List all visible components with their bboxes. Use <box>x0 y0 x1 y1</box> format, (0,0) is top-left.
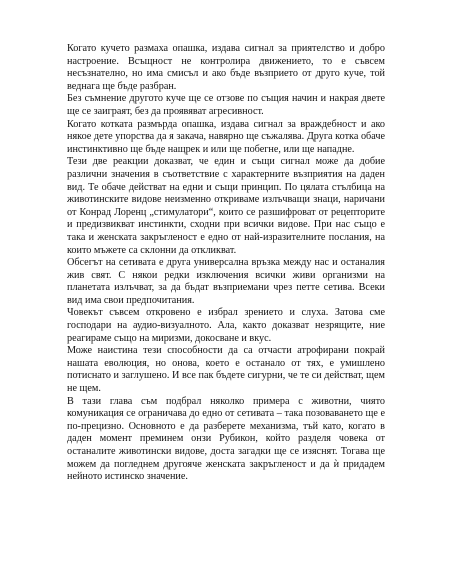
paragraph-7: Може наистина тези способности да са отчасти атрофирани покрай нашата еволюция, но онова, което е останало от тях, е умишлено потиснато и заглушено. И все пак бъдете сигурни, че те си действат, щем не щем. <box>67 345 385 395</box>
paragraph-5: Обсегът на сетивата е друга универсална връзка между нас и останалия жив свят. С някои редки изключения всички живи организми на планетата излъчват, за да бъдат възприемани чрез петте сетива. Всеки вид има свои предпочитания. <box>67 257 385 306</box>
paragraph-2: Без съмнение другото куче ще се отзове по същия начин и накрая двете ще се заиграят, без да проявяват агресивност. <box>67 93 385 117</box>
paragraph-4: Тези две реакции доказват, че един и същи сигнал може да добие различни значения в съответствие с характерните възприятия на даден вид. Те обаче действат на едни и същи принцип. По цялата стълбица на животинските видове неизменно откриваме излъчващи знаци, наричани от Конрад Лоренц „стимулатори“, които се разшифроват от рецепторите и предизвикват инстинкти, сходни при всички видове. При нас също е така и женската закръгленост е едно от най-изразителните послания, на които мъжете са склонни да откликват. <box>67 156 385 256</box>
paragraph-3: Когато котката размърда опашка, издава сигнал за враждебност и ако някое дете упорства да я закача, навярно ще съжалява. Друга котка обаче инстинктивно ще бъде нащрек и или ще побегне, или ще нападне. <box>67 118 385 155</box>
paragraph-1: Когато кучето размаха опашка, издава сигнал за приятелство и добро настроение. Всъщност не контролира движението, то е съвсем несъзнателно, но има смисъл и ако бъде възприето от друго куче, той веднага ще бъде разбран. <box>67 43 385 92</box>
document-text <box>67 43 385 484</box>
paragraph-6: Човекът съвсем откровено е избрал зрението и слуха. Затова сме господари на аудио-визуалното. Ала, както доказват незрящите, ние реагираме също на миризми, докосване и вкус. <box>67 307 385 344</box>
paragraph-8: В тази глава съм подбрал няколко примера с животни, чиято комуникация се ограничава до едно от сетивата – така позоваването ще е по-прецизно. Основното е да разберете механизма, тъй като, когато в даден момент преминем онзи Рубикон, който разделя човека от останалите животински видове, доста загадки ще се изяснят. Тогава ще можем да погледнем другояче женската закръгленост и да ѝ придадем нейното истинско значение. <box>67 395 385 483</box>
